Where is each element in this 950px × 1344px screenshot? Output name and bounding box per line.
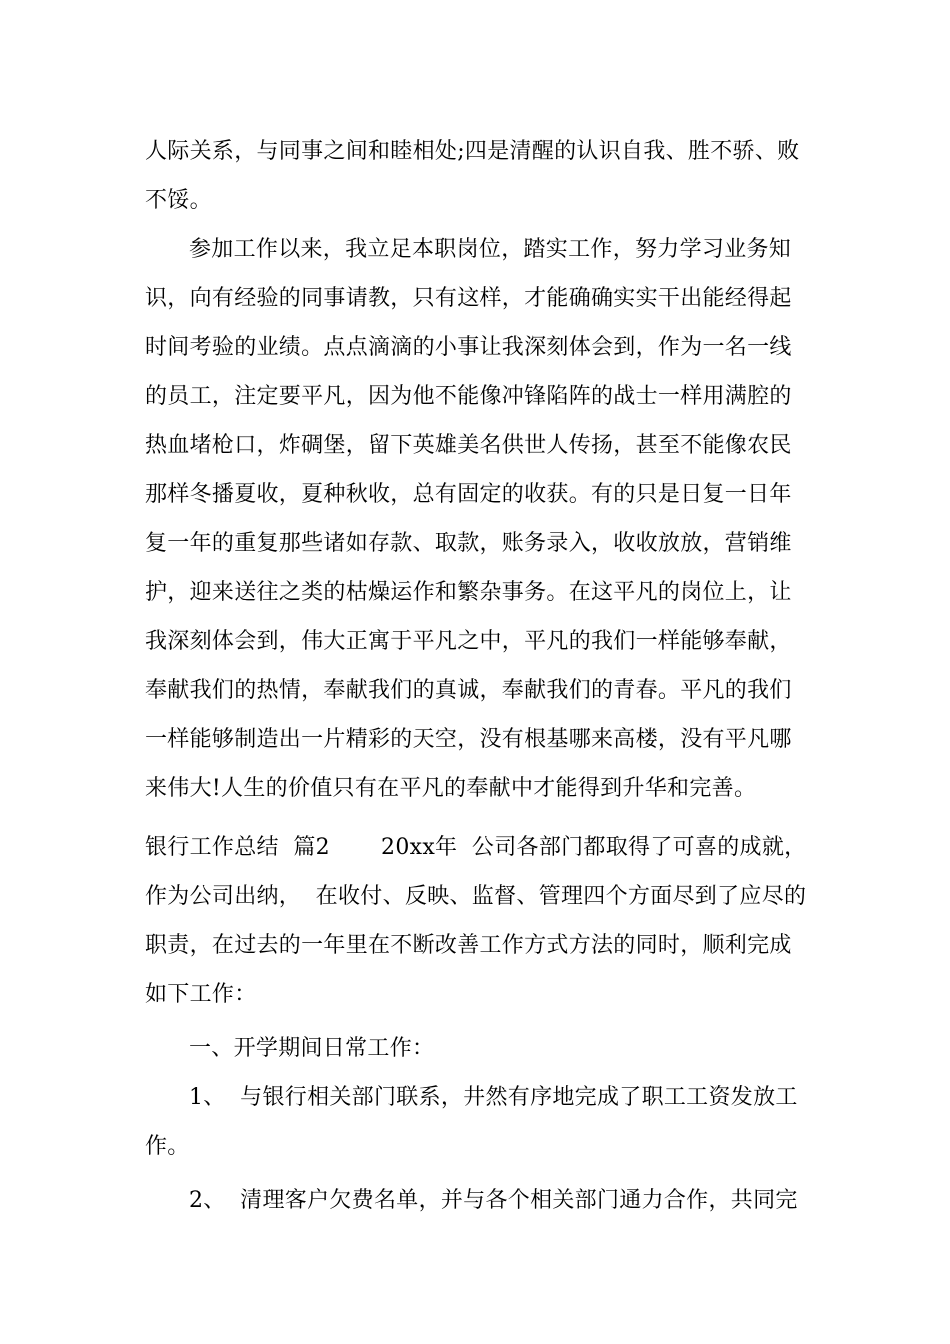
text-line: 来伟大!人生的价值只有在平凡的奉献中才能得到升华和完善。 — [145, 776, 757, 801]
text-line: 作为公司出纳， 在收付、反映、监督、管理四个方面尽到了应尽的 — [145, 884, 807, 909]
paragraph-start-line: 参加工作以来，我立足本职岗位，踏实工作，努力学习业务知 — [189, 237, 792, 262]
text-line: 不馁。 — [145, 188, 212, 213]
text-line: 我深刻体会到，伟大正寓于平凡之中，平凡的我们一样能够奉献， — [145, 629, 792, 654]
list-item-line: 2、 清理客户欠费名单，并与各个相关部门通力合作，共同完 — [189, 1188, 798, 1213]
section-heading-line: 银行工作总结 篇2 20xx年 公司各部门都取得了可喜的成就， — [145, 835, 807, 860]
text-line: 一样能够制造出一片精彩的天空，没有根基哪来高楼，没有平凡哪 — [145, 727, 792, 752]
text-line: 如下工作： — [145, 982, 257, 1007]
text-line: 复一年的重复那些诸如存款、取款，账务录入，收收放放，营销维 — [145, 531, 792, 556]
text-line: 热血堵枪口，炸碉堡，留下英雄美名供世人传扬，甚至不能像农民 — [145, 433, 792, 458]
text-line: 人际关系，与同事之间和睦相处;四是清醒的认识自我、胜不骄、败 — [145, 139, 800, 164]
text-line: 作。 — [145, 1134, 190, 1159]
text-line: 职责，在过去的一年里在不断改善工作方式方法的同时，顺利完成 — [145, 933, 792, 958]
text-line: 奉献我们的热情，奉献我们的真诚，奉献我们的青春。平凡的我们 — [145, 678, 792, 703]
text-line: 的员工，注定要平凡，因为他不能像冲锋陷阵的战士一样用满腔的 — [145, 384, 792, 409]
text-line: 识，向有经验的同事请教，只有这样，才能确确实实干出能经得起 — [145, 286, 792, 311]
list-item-line: 1、 与银行相关部门联系，井然有序地完成了职工工资发放工 — [189, 1085, 798, 1110]
text-line: 时间考验的业绩。点点滴滴的小事让我深刻体会到，作为一名一线 — [145, 335, 792, 360]
text-line: 那样冬播夏收，夏种秋收，总有固定的收获。有的只是日复一日年 — [145, 482, 792, 507]
text-line: 护，迎来送往之类的枯燥运作和繁杂事务。在这平凡的岗位上，让 — [145, 580, 792, 605]
subheading-line: 一、开学期间日常工作： — [189, 1036, 435, 1061]
